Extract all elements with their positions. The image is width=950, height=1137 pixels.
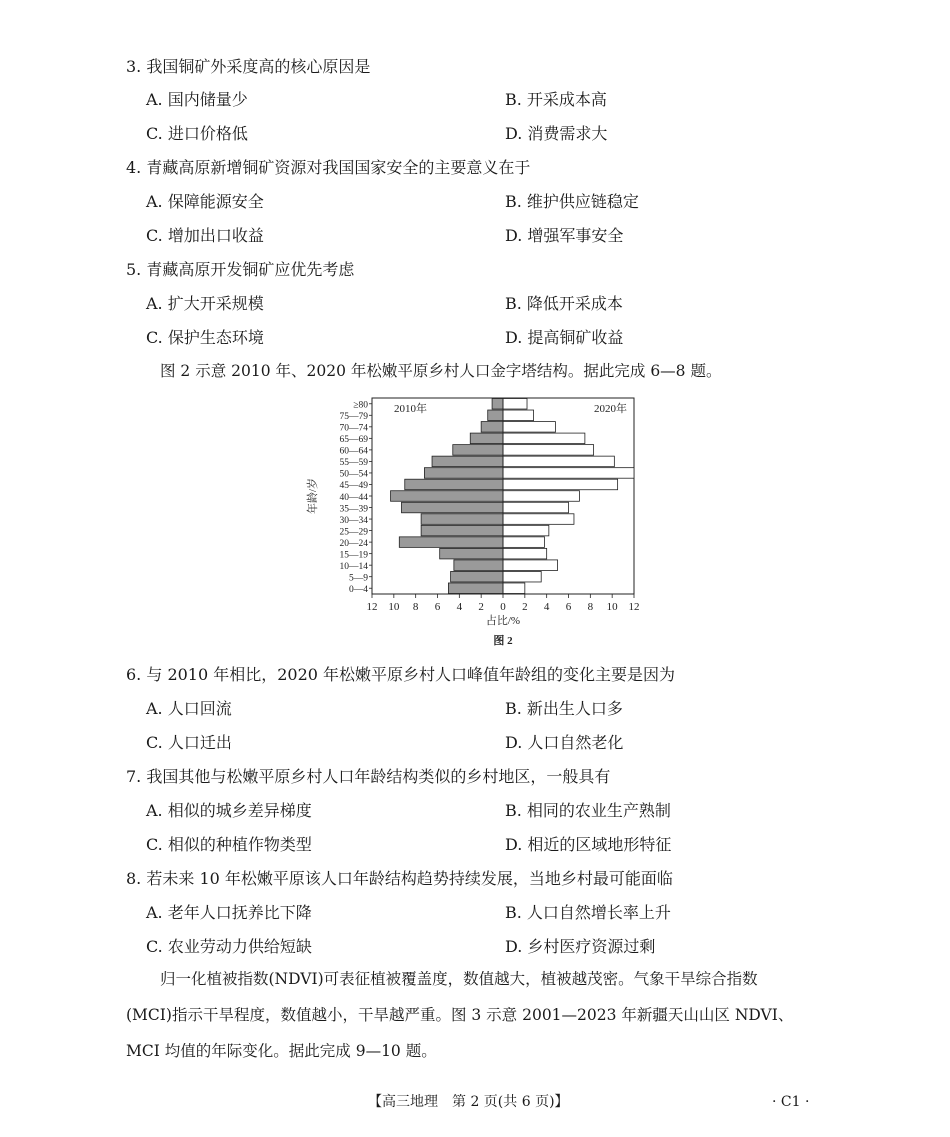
bar-2020-age-10 bbox=[503, 468, 634, 479]
question-6-stem: 6. 与 2010 年相比，2020 年松嫩平原乡村人口峰值年龄组的变化主要是因为 bbox=[126, 665, 676, 684]
bar-2010-age-13 bbox=[470, 433, 503, 444]
question-7-stem: 7. 我国其他与松嫩平原乡村人口年龄结构类似的乡村地区，一般具有 bbox=[126, 767, 611, 786]
bar-2020-age-13 bbox=[503, 433, 585, 444]
bar-2010-age-8 bbox=[391, 491, 503, 502]
bar-2020-age-15 bbox=[503, 410, 534, 421]
x-tick-label: 2 bbox=[522, 601, 528, 613]
bar-2020-age-2 bbox=[503, 560, 558, 571]
question-3-option-a: A. 国内储量少 bbox=[146, 90, 248, 109]
y-axis-title: 年龄/岁 bbox=[307, 477, 319, 515]
bar-2020-age-4 bbox=[503, 537, 544, 548]
question-4-option-b: B. 维护供应链稳定 bbox=[505, 192, 639, 211]
question-5-option-d: D. 提高铜矿收益 bbox=[505, 328, 624, 347]
bar-2020-age-7 bbox=[503, 502, 569, 513]
bar-2020-age-12 bbox=[503, 445, 594, 456]
age-tick-label: 30—34 bbox=[339, 515, 368, 526]
age-tick-label: 70—74 bbox=[339, 423, 368, 434]
bar-2010-age-4 bbox=[399, 537, 503, 548]
age-tick-label: 0—4 bbox=[349, 585, 368, 595]
question-8-option-b: B. 人口自然增长率上升 bbox=[505, 903, 671, 922]
x-axis-title: 占比/% bbox=[485, 615, 521, 627]
figure-3-intro-line-3: MCI 均值的年际变化。据此完成 9—10 题。 bbox=[126, 1042, 437, 1060]
bar-2010-age-5 bbox=[421, 525, 503, 536]
bar-2020-age-5 bbox=[503, 525, 549, 536]
age-tick-label: 5—9 bbox=[349, 573, 368, 584]
bar-2020-age-3 bbox=[503, 548, 547, 559]
question-5-option-c: C. 保护生态环境 bbox=[146, 328, 264, 347]
bar-2010-age-11 bbox=[432, 456, 503, 467]
question-3-option-d: D. 消费需求大 bbox=[505, 124, 608, 143]
figure-3-intro-line-2: (MCI)指示干旱程度，数值越小，干旱越严重。图 3 示意 2001—2023 年新疆天山山区 NDVI、 bbox=[126, 1006, 794, 1024]
bar-2020-age-9 bbox=[503, 479, 618, 490]
age-tick-label: 40—44 bbox=[339, 492, 368, 503]
bar-2010-age-6 bbox=[421, 514, 503, 525]
x-tick-label: 4 bbox=[543, 601, 550, 613]
x-tick-label: 8 bbox=[587, 601, 594, 613]
question-8-option-d: D. 乡村医疗资源过剩 bbox=[505, 937, 656, 956]
x-tick-label: 12 bbox=[628, 601, 640, 613]
question-6-option-a: A. 人口回流 bbox=[146, 699, 232, 718]
question-8-option-a: A. 老年人口抚养比下降 bbox=[146, 903, 312, 922]
age-tick-label: 50—54 bbox=[339, 469, 368, 480]
question-5-option-b: B. 降低开采成本 bbox=[505, 294, 623, 313]
bar-2010-age-15 bbox=[488, 410, 503, 421]
question-8-option-c: C. 农业劳动力供给短缺 bbox=[146, 937, 312, 956]
x-tick-label: 2 bbox=[478, 601, 484, 613]
series-label-2020: 2020年 bbox=[594, 403, 627, 415]
age-tick-label: ≥80 bbox=[353, 400, 368, 411]
question-4-option-c: C. 增加出口收益 bbox=[146, 226, 264, 245]
x-tick-label: 6 bbox=[565, 601, 572, 613]
population-pyramid-figure bbox=[300, 388, 650, 650]
bar-2010-age-2 bbox=[454, 560, 503, 571]
x-tick-label: 0 bbox=[500, 601, 506, 613]
bar-2010-age-3 bbox=[440, 548, 503, 559]
page-footer: 【高三地理 第 2 页(共 6 页)】 bbox=[368, 1094, 569, 1110]
bar-2020-age-0 bbox=[503, 583, 525, 594]
bar-2010-age-14 bbox=[481, 422, 503, 433]
age-tick-label: 45—49 bbox=[339, 481, 368, 492]
figure-2-intro: 图 2 示意 2010 年、2020 年松嫩平原乡村人口金字塔结构。据此完成 6—8 题。 bbox=[160, 362, 722, 380]
x-tick-label: 4 bbox=[456, 601, 463, 613]
age-tick-label: 25—29 bbox=[339, 527, 368, 538]
age-tick-label: 20—24 bbox=[339, 538, 368, 549]
population-pyramid-chart bbox=[300, 388, 650, 650]
question-4-stem: 4. 青藏高原新增铜矿资源对我国国家安全的主要意义在于 bbox=[126, 158, 531, 177]
bar-2010-age-1 bbox=[451, 571, 503, 582]
age-tick-label: 65—69 bbox=[339, 435, 368, 446]
question-5-option-a: A. 扩大开采规模 bbox=[146, 294, 264, 313]
bar-2010-age-9 bbox=[405, 479, 503, 490]
figure-3-intro-line-1: 归一化植被指数(NDVI)可表征植被覆盖度，数值越大，植被越茂密。气象干旱综合指数 bbox=[160, 970, 758, 988]
question-5-stem: 5. 青藏高原开发铜矿应优先考虑 bbox=[126, 260, 355, 279]
bar-2020-age-14 bbox=[503, 422, 555, 433]
age-tick-label: 10—14 bbox=[339, 561, 368, 572]
age-tick-label: 55—59 bbox=[339, 458, 368, 469]
bar-2010-age-12 bbox=[453, 445, 503, 456]
x-tick-label: 8 bbox=[412, 601, 419, 613]
question-4-option-d: D. 增强军事安全 bbox=[505, 226, 624, 245]
bar-2010-age-0 bbox=[448, 583, 503, 594]
bar-2020-age-6 bbox=[503, 514, 574, 525]
age-tick-label: 35—39 bbox=[339, 504, 368, 515]
age-tick-label: 75—79 bbox=[339, 412, 368, 423]
bar-2020-age-11 bbox=[503, 456, 614, 467]
question-6-option-b: B. 新出生人口多 bbox=[505, 699, 623, 718]
series-label-2010: 2010年 bbox=[394, 403, 427, 415]
question-3-option-b: B. 开采成本高 bbox=[505, 90, 607, 109]
question-7-option-a: A. 相似的城乡差异梯度 bbox=[146, 801, 312, 820]
question-6-option-c: C. 人口迁出 bbox=[146, 733, 232, 752]
bar-2020-age-8 bbox=[503, 491, 579, 502]
question-3-option-c: C. 进口价格低 bbox=[146, 124, 248, 143]
question-8-stem: 8. 若未来 10 年松嫩平原该人口年龄结构趋势持续发展，当地乡村最可能面临 bbox=[126, 869, 673, 888]
figure-caption: 图 2 bbox=[493, 635, 513, 647]
bar-2010-age-7 bbox=[401, 502, 503, 513]
bar-2020-age-1 bbox=[503, 571, 541, 582]
x-tick-label: 10 bbox=[606, 601, 618, 613]
question-7-option-b: B. 相同的农业生产熟制 bbox=[505, 801, 671, 820]
page-code: · C1 · bbox=[772, 1094, 810, 1110]
x-tick-label: 6 bbox=[434, 601, 441, 613]
question-6-option-d: D. 人口自然老化 bbox=[505, 733, 624, 752]
question-3-stem: 3. 我国铜矿外采度高的核心原因是 bbox=[126, 57, 371, 76]
bar-2020-age-16 bbox=[503, 399, 527, 410]
bar-2010-age-16 bbox=[492, 399, 503, 410]
age-tick-label: 60—64 bbox=[339, 446, 368, 457]
x-tick-label: 12 bbox=[366, 601, 378, 613]
x-tick-label: 10 bbox=[388, 601, 400, 613]
question-7-option-c: C. 相似的种植作物类型 bbox=[146, 835, 312, 854]
age-tick-label: 15—19 bbox=[339, 550, 368, 561]
bar-2010-age-10 bbox=[424, 468, 503, 479]
question-4-option-a: A. 保障能源安全 bbox=[146, 192, 264, 211]
question-7-option-d: D. 相近的区域地形特征 bbox=[505, 835, 672, 854]
